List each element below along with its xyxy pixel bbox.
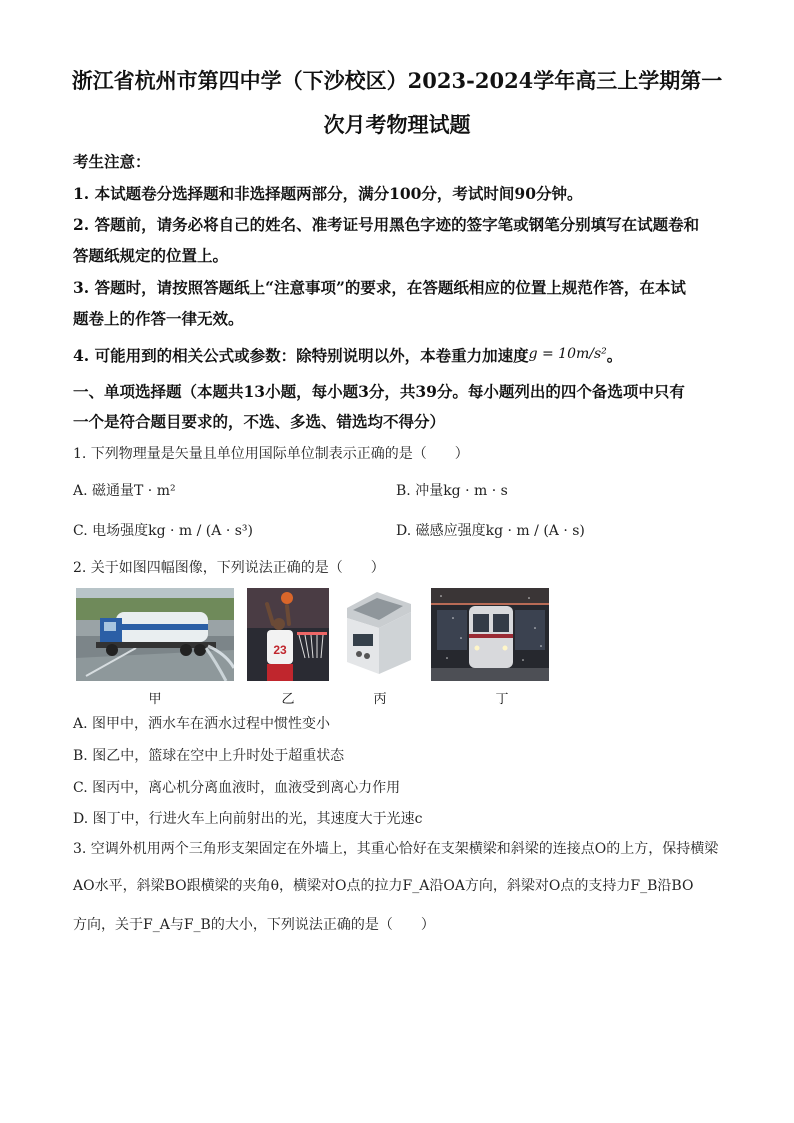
centrifuge-image	[339, 588, 417, 681]
q1-stem: 1. 下列物理量是矢量且单位用国际单位制表示正确的是（ ）	[73, 446, 469, 462]
q2-option-a: A. 图甲中，洒水车在洒水过程中惯性变小	[73, 716, 331, 732]
gravity-formula: g = 10m/s²	[528, 346, 607, 362]
q3-line2: AO水平，斜梁BO跟横梁的夹角θ，横梁对O点的拉力F_A沿OA方向，斜梁对O点的支持力F_B沿BO	[73, 878, 694, 894]
basketball-image	[247, 588, 329, 681]
caption-yi: 乙	[281, 692, 295, 707]
notice-item-2a: 2. 答题前，请务必将自己的姓名、准考证号用黑色字迹的签字笔或钢笔分别填写在试题卷和	[73, 215, 700, 234]
notice-item-2b: 答题纸规定的位置上。	[73, 246, 229, 265]
notice-item-4-suffix: 。	[606, 346, 623, 365]
caption-jia: 甲	[148, 692, 162, 707]
q1-option-c: C. 电场强度kg · m / (A · s³)	[73, 523, 253, 539]
notice-item-4-prefix: 4. 可能用到的相关公式或参数：除特别说明以外，本卷重力加速度	[73, 346, 529, 365]
q1-option-d: D. 磁感应强度kg · m / (A · s)	[396, 523, 585, 539]
sprinkler-truck-image	[76, 588, 234, 681]
photo-sprinkler-truck	[76, 588, 234, 681]
photo-basketball	[247, 588, 329, 681]
q1-option-b: B. 冲量kg · m · s	[396, 483, 508, 499]
q2-option-c: C. 图丙中，离心机分离血液时，血液受到离心力作用	[73, 780, 401, 796]
q3-line3: 方向，关于F_A与F_B的大小，下列说法正确的是（ ）	[73, 917, 435, 933]
section1-heading-b: 一个是符合题目要求的，不选、多选、错选均不得分）	[73, 412, 446, 431]
q3-line1: 3. 空调外机用两个三角形支架固定在外墙上，其重心恰好在支架横梁和斜梁的连接点O的上方，保持横梁	[73, 841, 719, 857]
exam-title-line1: 浙江省杭州市第四中学（下沙校区）2023-2024学年高三上学期第一	[71, 68, 723, 93]
notice-item-3b: 题卷上的作答一律无效。	[73, 309, 244, 328]
section1-heading-a: 一、单项选择题（本题共13小题，每小题3分，共39分。每小题列出的四个备选项中只有	[73, 382, 685, 401]
notice-item-1: 1. 本试题卷分选择题和非选择题两部分，满分100分，考试时间90分钟。	[73, 184, 583, 203]
caption-bing: 丙	[373, 692, 387, 707]
exam-title-line2: 次月考物理试题	[323, 112, 471, 137]
notice-heading: 考生注意：	[73, 152, 151, 171]
photo-centrifuge	[339, 588, 417, 681]
q2-stem: 2. 关于如图四幅图像，下列说法正确的是（ ）	[73, 560, 385, 576]
q2-option-d: D. 图丁中，行进火车上向前射出的光，其速度大于光速c	[73, 811, 423, 827]
notice-item-3a: 3. 答题时，请按照答题纸上“注意事项”的要求，在答题纸相应的位置上规范作答，在本试	[73, 278, 686, 297]
photo-train	[431, 588, 549, 681]
train-image	[431, 588, 549, 681]
q2-option-b: B. 图乙中，篮球在空中上升时处于超重状态	[73, 748, 345, 764]
q1-option-a: A. 磁通量T · m²	[73, 483, 176, 499]
jersey-number: 23	[273, 643, 287, 657]
notice-item-4	[73, 344, 622, 366]
caption-ding: 丁	[495, 692, 509, 707]
